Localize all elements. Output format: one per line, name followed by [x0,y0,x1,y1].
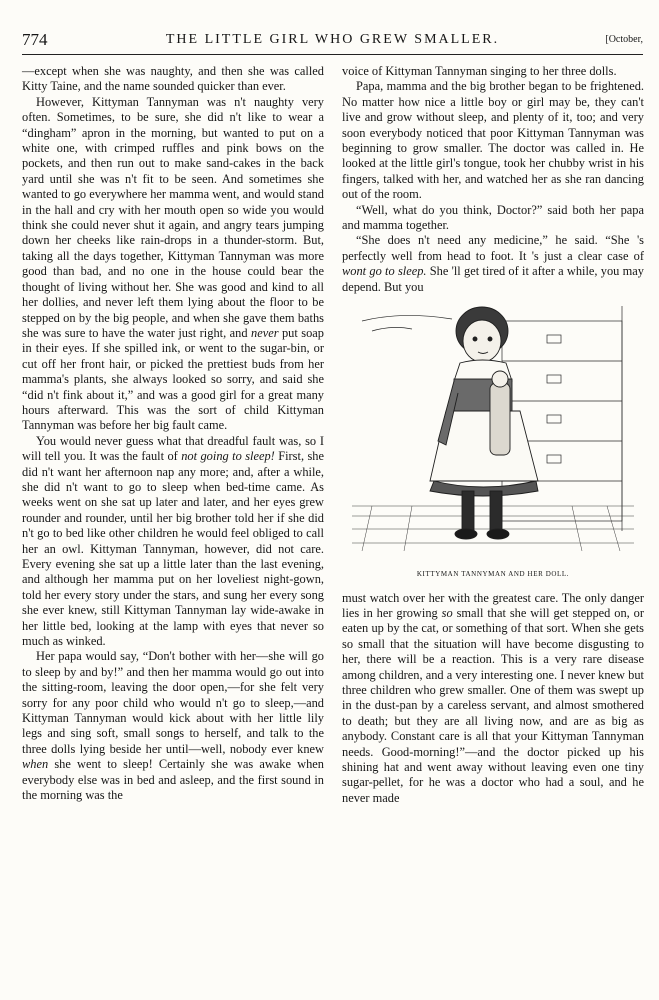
paragraph [22,64,324,95]
paragraph-text: However, Kittyman Tannyman was n't naughty very often. Sometimes, to be sure, she did n't like to wear a “dingham” apron in the morning, but wanted to put on a white one, with crimped ruffles and pink bows on the pockets, and then run out to make sand-cakes in the back yard until she was n't fit to be seen. And sometimes she wanted to go everywhere her mamma went, and would stand in the hall and cry with her mouth open so wide you would think she could never shut it again, and angry tears jumping down her cheeks like rain-drops in a thunder-storm. But, taking all the days together, Kittyman Tannyman was more good than bad, and no one in the house could bear the thought of living without her. She was good and kind to all her dollies, and never left them lying about the floor to be stepped on by the big people, and when she gave them baths she was sure to have the water just right, and [22,94,324,340]
right-text-column [342,64,644,806]
illustration-caption: KITTYMAN TANNYMAN AND HER DOLL. [416,570,570,579]
paragraph-text: “She does n't need any medicine,” he said. “She 's perfectly well from head to foot. It 's just a clear case of [342,233,644,263]
paragraph-text: —except when she was naughty, and then she was called Kitty Taine, and the name sounded quicker than ever. [22,64,324,94]
paragraph-text: “Well, what do you think, Doctor?” said both her papa and mamma together. [342,202,644,233]
right-column-bottom-text [342,591,644,807]
right-column-top-text [342,64,644,295]
paragraph-text: put soap in their eyes. If she spilled ink, or went to the sugar-bin, or cut off her front hair, or picked the prettiest buds from her mamma's plants, she always looked so sorry, and said she “did n't fink about it,” and was a good girl for a great many hours afterward. This was the sort of child Kittyman Tannyman was before her big fault came. [22,325,324,433]
paragraph-text: You would never guess what that dreadful fault was, so I will tell you. It was the fault of [22,433,324,464]
paragraph [22,434,324,650]
paragraph-text: voice of Kittyman Tannyman singing to her three dolls. [342,64,617,78]
paragraph-text: Her papa would say, “Don't bother with her—she will go to sleep by and by!” and then her mamma would go out into the sitting-room, leaving the door open,—for she felt very sorry for any poor child who would n't go to sleep,—and Kittyman Tannyman would kick about with her little lily legs and sing soft, small songs to herself, and talk to the three dolls lying beside her until—well, nobody ever knew [22,649,324,756]
emphasis-text: never [251,325,279,340]
paragraph [342,79,644,202]
girl-with-doll-engraving [342,301,644,563]
paragraph-text: First, she did n't want her afternoon nap any more; and, after a while, she did n't want to go to sleep when bed-time came. As weeks went on she sat up later and later, and her eyes grew rounder and rounder, until her big brother told her if she did n't go to bed like other children he would feel obliged to call her an owl. Kittyman Tannyman, however, did not care. Every evening she sat up a little later than the last evening, and although her mamma put on her loveliest night-gown, told her every story under the stars, and sung her every song she ever knew, still Kittyman Tannyman lay wide-awake in her little bed, looking at the lamp with eyes that never so much as winked. [22,449,324,649]
paragraph-text: Papa, mamma and the big brother began to be frightened. No matter how nice a little boy or girl may be, they can't live and grow without sleep, and plenty of it, too; and very soon everybody noticed that poor Kittyman Tannyman was beginning to grow smaller. The doctor was called in. He looked at the little girl's tongue, took her chubby wrist in his fingers, talked with her, and watched her as she ran dancing out of the room. [342,79,644,202]
emphasis-text: wont go to sleep. [342,264,427,279]
paragraph [342,203,644,234]
paragraph [22,649,324,803]
running-header [22,30,643,55]
running-title: THE LITTLE GIRL WHO GREW SMALLER. [165,32,500,47]
page-number: 774 [22,30,48,49]
issue-month: [October, [605,34,643,45]
emphasis-text: not going to sleep! [181,449,275,464]
paragraph-text: she went to sleep! Certainly she was awake when everybody else was in bed and asleep, and the first sound in the morning was the [22,757,324,803]
paragraph [22,95,324,434]
paragraph-text: She 'll get tired of it after a while, you may depend. But you [342,264,644,294]
paragraph-text: small that she will get stepped on, or eaten up by the cat, or something of that sort. When she gets so small that the situation will have become disgusting to her, there will be a reaction. This is a very rare disease among children, and a very interesting one. I never knew but three children who grew smaller. One of them was swept up in the dust-pan by a careless servant, and almost smothered to death; but they are all living now, and are as big as anybody. Constant care is all that your Kittyman Tannyman needs. Good-morning!”—and the doctor picked up his shining hat and went away without leaving even one tiny sugar-pellet, for he was a doctor who had a soul, and he never made [342,605,644,805]
emphasis-text: when [22,757,49,772]
paragraph [342,64,644,79]
paragraph-text: must watch over her with the greatest care. The only danger lies in her growing [342,590,644,620]
illustration [342,301,644,582]
paragraph [342,233,644,295]
left-text-column [22,64,324,804]
emphasis-text: so [441,605,453,620]
paragraph [342,591,644,807]
